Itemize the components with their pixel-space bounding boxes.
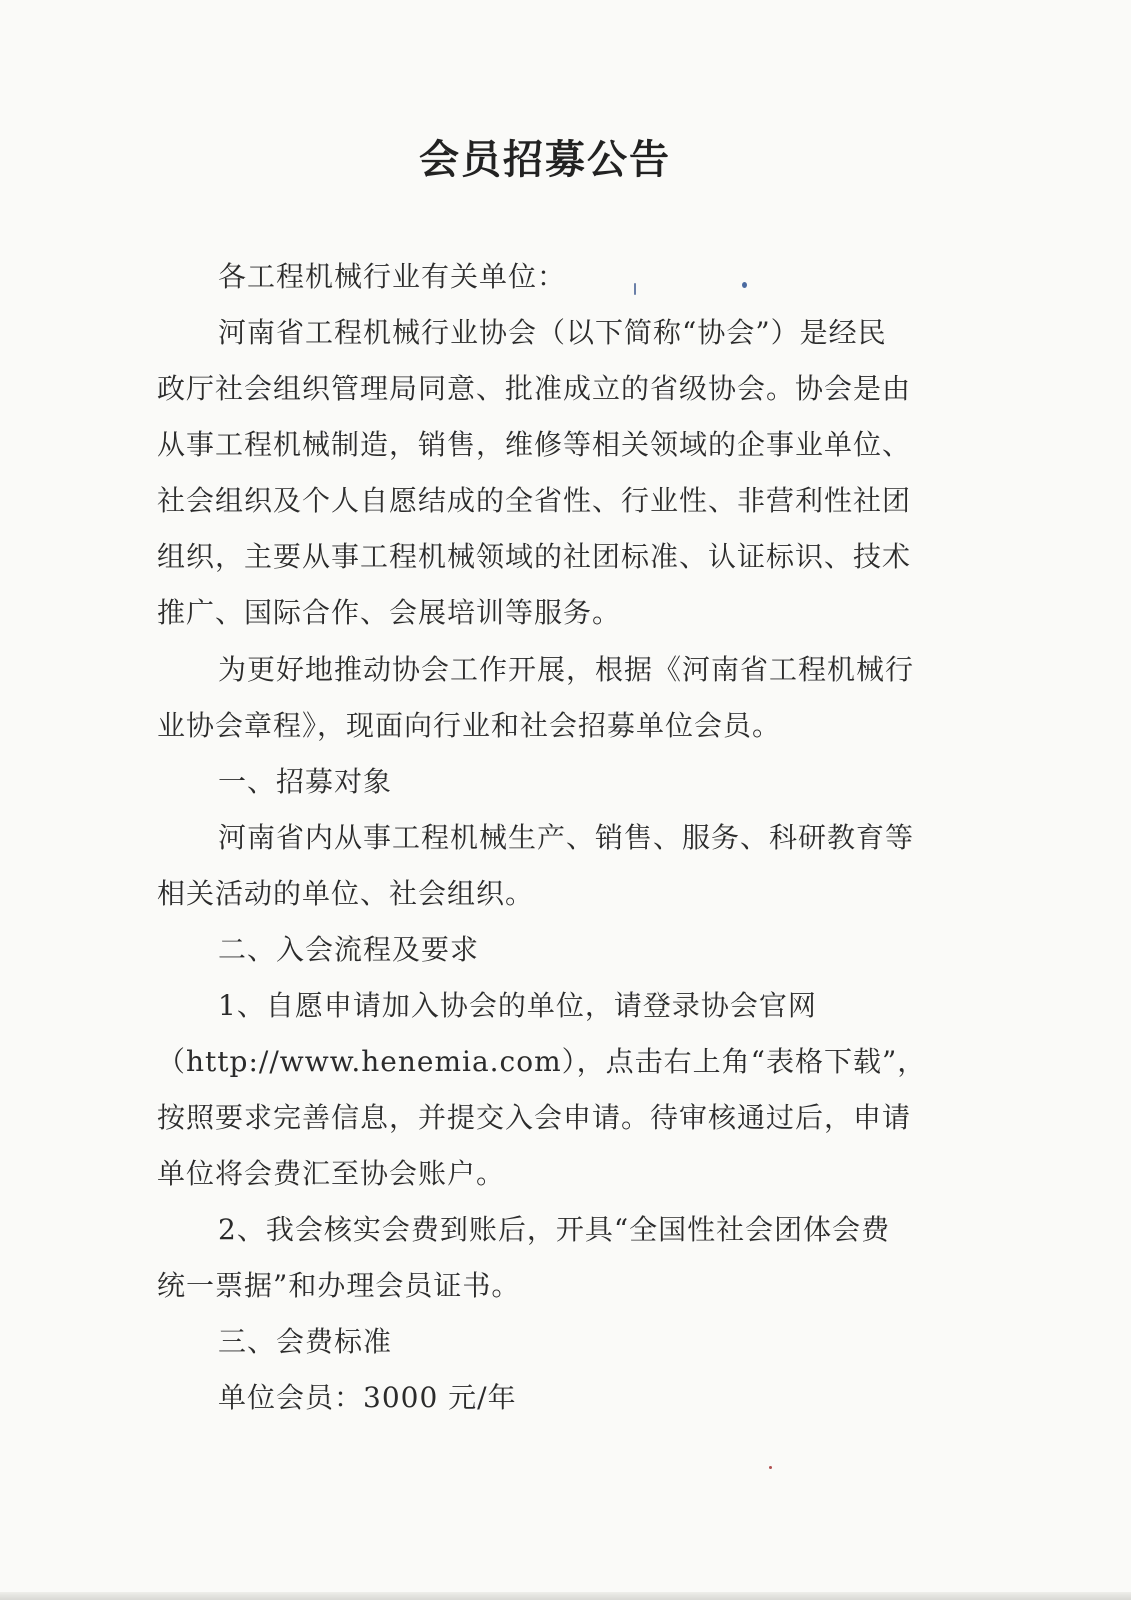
paragraph-line: 组织，主要从事工程机械领域的社团标准、认证标识、技术 <box>157 540 912 573</box>
paragraph-line: 按照要求完善信息，并提交入会申请。待审核通过后，申请 <box>157 1101 912 1134</box>
section-heading: 一、招募对象 <box>218 765 393 798</box>
scan-speck <box>769 1466 772 1469</box>
paragraph-line: 河南省内从事工程机械生产、销售、服务、科研教育等 <box>218 821 915 854</box>
paragraph-line: 业协会章程》，现面向行业和社会招募单位会员。 <box>157 709 782 742</box>
salutation: 各工程机械行业有关单位： <box>218 260 567 293</box>
paragraph-line: 统一票据”和办理会员证书。 <box>157 1269 521 1302</box>
paragraph-line: 单位将会费汇至协会账户。 <box>157 1157 506 1190</box>
paragraph-line: 政厅社会组织管理局同意、批准成立的省级协会。协会是由 <box>157 372 912 405</box>
paragraph-line: 从事工程机械制造，销售，维修等相关领域的企事业单位、 <box>157 428 912 461</box>
paragraph-line: 为更好地推动协会工作开展，根据《河南省工程机械行 <box>218 653 915 686</box>
paragraph-line: 推广、国际合作、会展培训等服务。 <box>157 596 622 629</box>
paragraph-line: （http://www.henemia.com），点击右上角“表格下载”， <box>157 1045 927 1078</box>
page-title: 会员招募公告 <box>419 136 671 183</box>
fee-line: 单位会员：3000 元/年 <box>218 1381 517 1414</box>
section-heading: 三、会费标准 <box>218 1325 393 1358</box>
scan-speck <box>742 282 747 288</box>
scan-speck <box>634 283 636 295</box>
paragraph-line: 1、自愿申请加入协会的单位，请登录协会官网 <box>218 989 817 1022</box>
paragraph-line: 2、我会核实会费到账后，开具“全国性社会团体会费 <box>218 1213 891 1246</box>
page-bottom-edge <box>0 1592 1131 1600</box>
paragraph-line: 河南省工程机械行业协会（以下简称“协会”）是经民 <box>218 316 887 349</box>
paragraph-line: 相关活动的单位、社会组织。 <box>157 877 535 910</box>
section-heading: 二、入会流程及要求 <box>218 933 480 966</box>
paragraph-line: 社会组织及个人自愿结成的全省性、行业性、非营利性社团 <box>157 484 912 517</box>
